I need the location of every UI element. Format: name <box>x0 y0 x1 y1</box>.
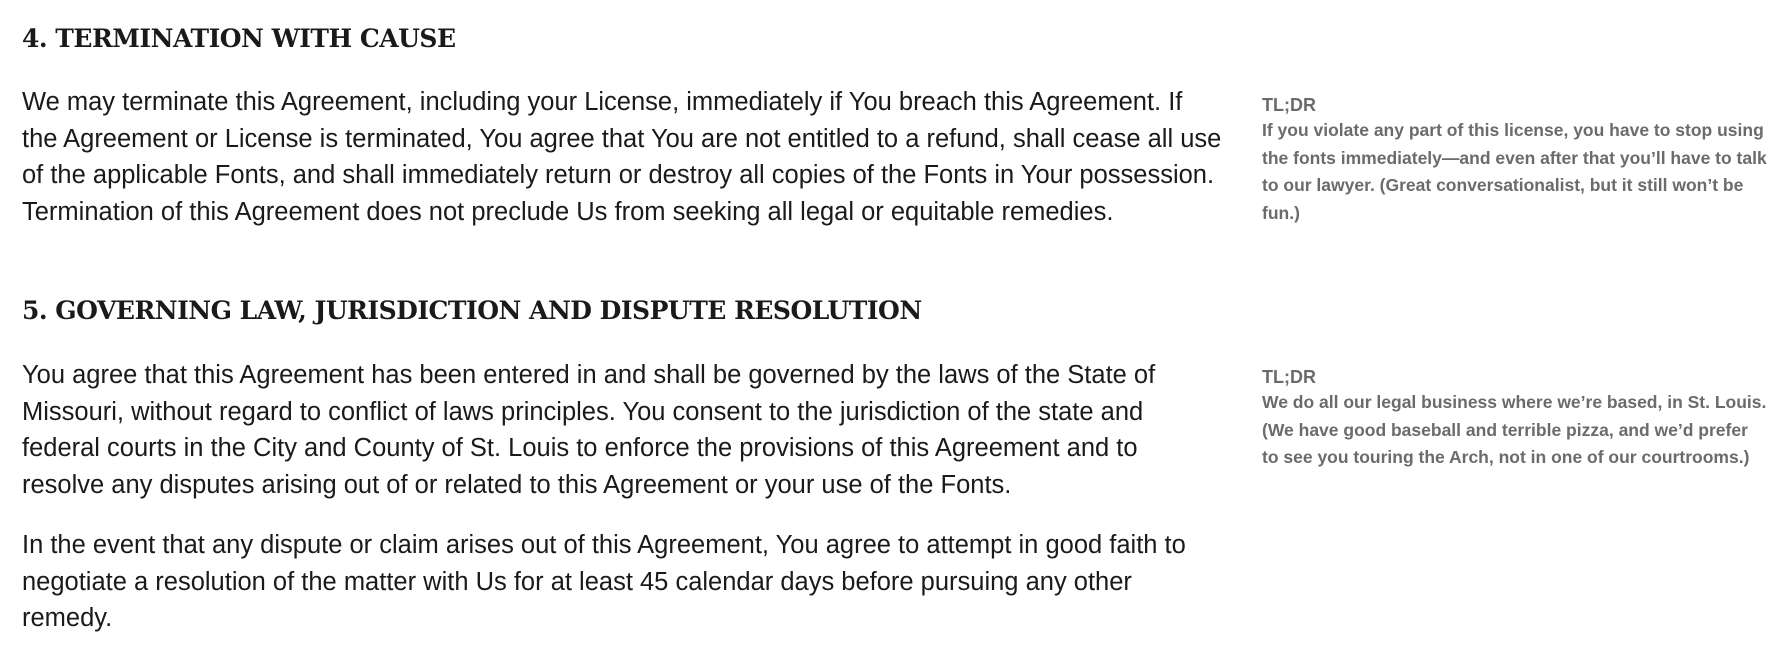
tldr-label: TL;DR <box>1262 95 1316 115</box>
termination-paragraph: We may terminate this Agreement, including your License, immediately if You breach this Agreement. If the Agreement or License is terminated, You agree that You are not entitled to a refund, shall cease all use of the applicable Fonts, and shall immediately return or destroy all copies of the Fonts in Your possession. Termination of this Agreement does not preclude Us from seeking all legal or equitable remedies. <box>22 88 1222 226</box>
dispute-resolution-paragraph: In the event that any dispute or claim arises out of this Agreement, You agree to attempt in good faith to negotiate a resolution of the matter with Us for at least 45 calendar days before pursuing any other remedy. <box>22 531 1186 632</box>
section-heading-termination: 4. TERMINATION WITH CAUSE <box>22 24 456 53</box>
tldr-sidenote-termination <box>1262 93 1767 227</box>
tldr-label: TL;DR <box>1262 367 1316 387</box>
governing-law-paragraph: You agree that this Agreement has been entered in and shall be governed by the laws of the State of Missouri, without regard to conflict of laws principles. You consent to the jurisdiction of the state and federal courts in the City and County of St. Louis to enforce the provisions of this Agreement and to resolve any disputes arising out of or related to this Agreement or your use of the Fonts. <box>22 361 1156 499</box>
tldr-sidenote-governing-law <box>1262 365 1767 472</box>
tldr-text: If you violate any part of this license, you have to stop using the fonts immediately—and even after that you’ll have to talk to our lawyer. (Great conversationalist, but it still won’t be fun.) <box>1262 120 1767 223</box>
section-heading-governing-law: 5. GOVERNING LAW, JURISDICTION AND DISPUTE RESOLUTION <box>22 296 922 325</box>
tldr-text: We do all our legal business where we’re based, in St. Louis. (We have good baseball and terrible pizza, and we’d prefer to see you touring the Arch, not in one of our courtrooms.) <box>1262 392 1767 467</box>
